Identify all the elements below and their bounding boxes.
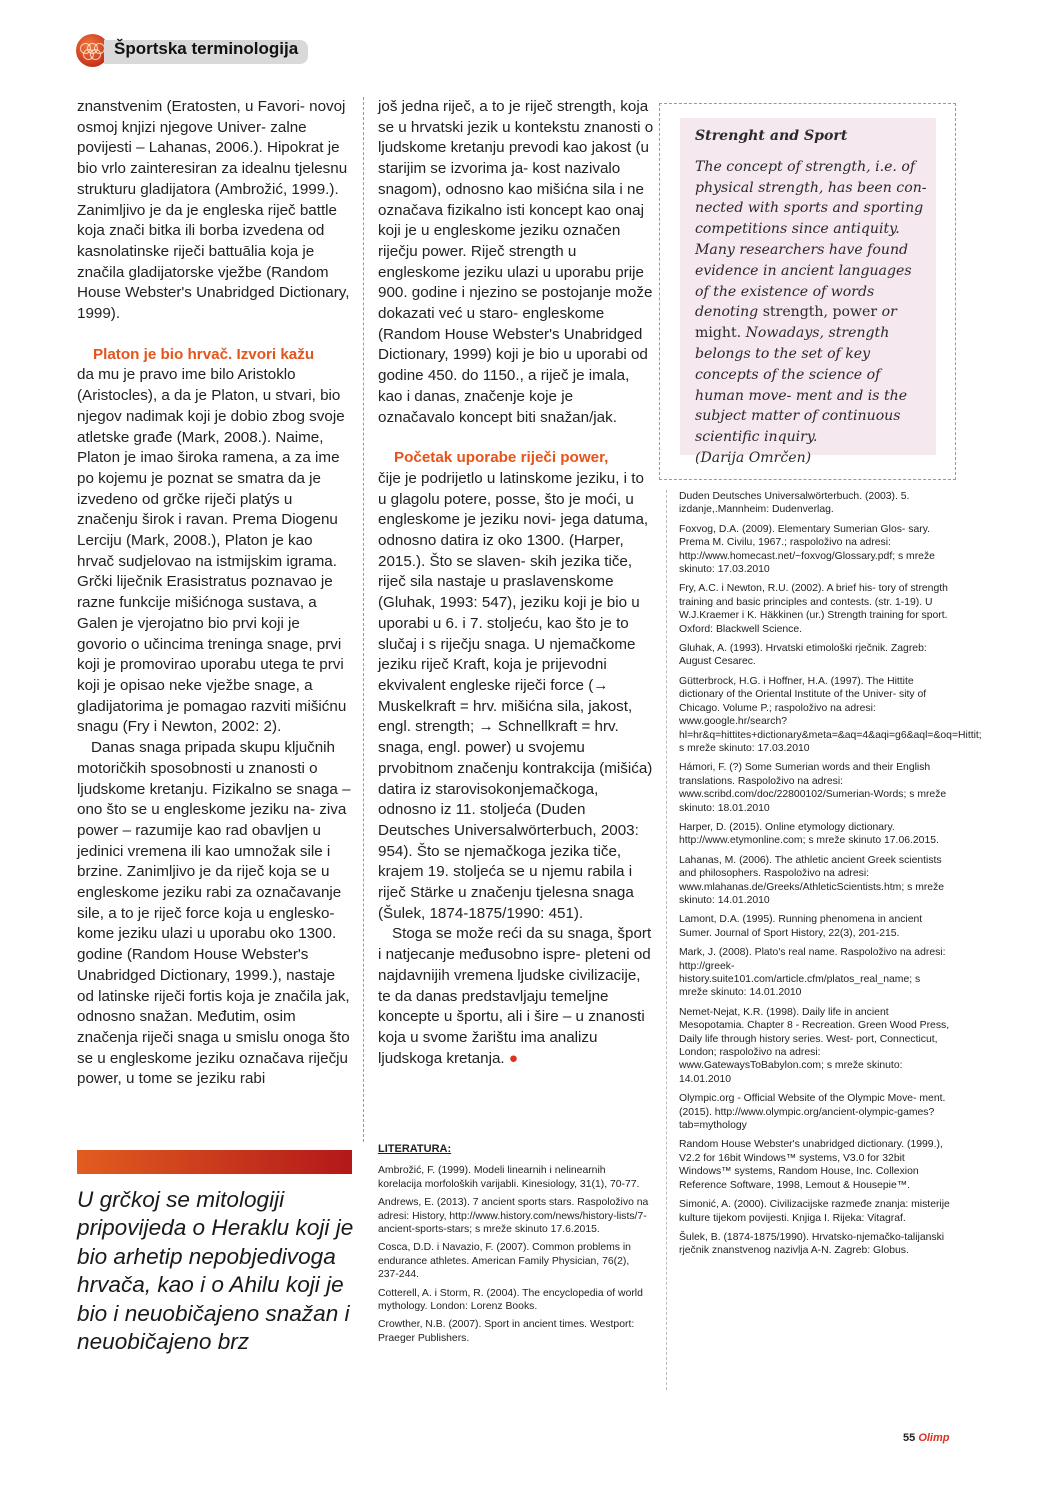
section-header <box>76 34 308 66</box>
references-list <box>679 490 982 1264</box>
paragraph-text: Stoga se može reći da su snaga, šport i natjecanje međusobno ispre- pleteni od najdavnijih vremena ljudske civilizacije, te da danas predstavljaju temeljne koncepte u športu, ali i šire – u znanosti koja u svome žarištu ima analizu ljudskoga kretanja. <box>378 925 652 1067</box>
paragraph: znanstvenim (Eratosten, u Favori- novoj osmoj knjizi njegove Univer- zalne povijesti – Lahanas, 2006.). Hipokrat je bio vrlo zainteresiran za idealnu tjelesnu strukturu gladijatora (Ambrožić, 1999.). Zanimljivo je da je engleska riječ battle koja znači bitka ili borba izvedena od kasnolatinske riječi battuālia koja je značila gladijatorske vježbe (Random House Webster's Unabridged Dictionary, 1999). <box>77 98 350 323</box>
reference-item: Duden Deutsches Universalwörterbuch. (2003). 5. izdanje,.Mannheim: Dudenverlag. <box>679 491 910 516</box>
reference-item: Foxvog, D.A. (2009). Elementary Sumerian Glos- sary. Prema M. Civilu, 1967.; raspoloživo na adresi: http://www.homecast.net/~foxvog/Glossary.pdf; s mreže skinuto: 17.03.2010 <box>679 523 935 576</box>
column-divider <box>666 490 667 1390</box>
literature-heading: LITERATURA: <box>378 1143 452 1155</box>
pullquote: U grčkoj se mitologiji pripovijeda o Heraklu koji je bio arhetip nepobjedivoga hrvača, kao i o Ahilu koji je bio i neuobičajeno snažan i neuobičajeno brz <box>77 1187 354 1355</box>
subheading: Platon je bio hrvač. Izvori kažu <box>93 345 315 363</box>
article-column-2 <box>378 97 654 1069</box>
sidebar-box <box>680 118 936 466</box>
sidebar-text <box>695 157 927 448</box>
article-column-1 <box>77 97 351 1090</box>
reference-item: Harper, D. (2015). Online etymology dictionary. http://www.etymonline.com; s mreže skinuto 17.06.2015. <box>679 821 939 847</box>
reference-item: Andrews, E. (2013). 7 ancient sports stars. Raspoloživo na adresi: History, http://www.history.com/news/history-lists/7-ancient-sports-stars; s mreže skinuto 17.6.2015. <box>378 1197 649 1236</box>
reference-item: Crowther, N.B. (2007). Sport in ancient times. Westport: Praeger Publishers. <box>378 1319 635 1344</box>
sidebar-title: Strenght and Sport <box>695 128 848 144</box>
reference-item: Cotterell, A. i Storm, R. (2004). The encyclopedia of world mythology. London: Lorenz Books. <box>378 1287 643 1313</box>
subheading: Početak uporabe riječi power, <box>394 449 609 467</box>
paragraph: još jedna riječ, a to je riječ strength, koja se u hrvatski jezik u kontekstu znanosti o ljudskome kretanju prevodi kao jakost (u starijim se izvorima ja- kost nazivalo snagom), odnosno kao mišićna sila i ne označava fizikalno isti koncept kao onaj koji je u engleskome jeziku označen riječju power. Riječ strength u engleskome jeziku ulazi u uporabu prije 900. godine i njezino se postojanje može dokazati već u staro- engleskome (Random House Webster's Unabridged Dictionary, 1999) koji je bio u uporabi od godine 450. do 1150., a riječ je imala, kao i danas, značenje koje je označavalo koncept biti snažan/jak. <box>378 98 654 426</box>
reference-item: Ambrožić, F. (1999). Modeli linearnih i nelinearnih korelacija morfoloških varijabli. Kinesiology, 31(1), 70-77. <box>378 1165 640 1190</box>
reference-item: Šulek, B. (1874-1875/1990). Hrvatsko-njemačko-talijanski rječnik znanstvenog nazivlja A-N. Zagreb: Globus. <box>679 1231 945 1257</box>
sidebar-content <box>695 126 927 469</box>
reference-item: Cosca, D.D. i Navazio, F. (2007). Common problems in endurance athletes. American Family Physician, 76(2), 237-244. <box>378 1242 631 1281</box>
paragraph <box>378 924 654 1069</box>
reference-item: Lahanas, M. (2006). The athletic ancient Greek scientists and philosophers. Raspoloživo na adresi: www.mlahanas.de/Greeks/AthleticScientists.htm; s mreže skinuto: 14.01.2010 <box>679 854 945 906</box>
page-number: 55 <box>903 1432 916 1444</box>
sidebar-text-part: The concept of strength, i.e. of physical strength, has been con- nected with sports and sporting competitions since antiquity. Many researchers have found evidence in ancient languages of the existence of words denoting <box>695 158 927 321</box>
reference-item: Random House Webster's unabridged dictionary. (1999.), V2.2 for 16bit Windows™ systems, V3.0 for 32bit Windows™ systems, Random House, Inc. Collexion Reference Software, 1998, Lemout & Housepie™. <box>679 1139 943 1191</box>
section-title: Športska terminologija <box>114 39 299 58</box>
sidebar-text-part: or <box>877 304 897 321</box>
literature-list <box>378 1143 650 1350</box>
reference-item: Olympic.org - Official Website of the Olympic Move- ment. (2015). http://www.olympic.org/ancient-olympic-games?tab=mythology <box>679 1093 946 1132</box>
paragraph: da mu je pravo ime bilo Aristoklo (Aristocles), a da je Platon, u stvari, bio njegov nadimak koji je dobio zbog svoje atletske građe (Mark, 2008.). Naime, Platon je imao široka ramena, a za ime po kojemu je poznat se smatra da je izvedeno od grčke riječi platýs u značenju širok i ravan. Prema Diogenu Lerciju (Mark, 2008.), Platon je kao hrvač sudjelovao na istmijskim igrama. Grčki liječnik Erasistratus poznavao je razne funkcije mišićnoga sustava, a Galen je vjerojatno bio prvi koji je govorio o učincima treninga snage, prvi koji je promovirao uporabu utega te prvi koji je opisao neke vježbe snage, a gladijatorima je pomagao razviti mišićnu snagu (Fry i Newton, 2002: 2). <box>77 366 347 736</box>
sidebar-text-part: might. <box>695 325 742 342</box>
reference-item: Simonić, A. (2000). Civilizacijske razmeđe znanja: misterije kulture tijekom povijesti. Knjiga I. Rijeka: Vitagraf. <box>679 1199 950 1224</box>
reference-item: Gluhak, A. (1993). Hrvatski etimološki rječnik. Zagreb: August Cesarec. <box>679 643 927 668</box>
magazine-brand: Olimp <box>918 1432 950 1444</box>
sidebar-author: (Darija Omrčen) <box>695 449 812 466</box>
column-divider <box>363 97 364 1142</box>
paragraph: čije je podrijetlo u latinskome jeziku, i to u glagolu potere, posse, što je moći, u engleskome je jeziku novi- jega datuma, odnosno datira iz oko 1300. (Harper, 2015.). Što se slaven- skih jezika tiče, riječ sila nastaje u praslavenskome (Gluhak, 1993: 547), jeziku koji je bio u uporabi u 6. i 7. stoljeću, kao što je to slučaj i s riječju snaga. U njemačkome jeziku riječ Kraft, koja je prijevodni ekvivalent engleske riječi force (→ Muskelkraft = hrv. mišićna sila, jakost, engl. strength; → Schnellkraft = hrv. snaga, engl. power) u svojemu prvobitnom značenju kontrakcija (mišića) datira iz starovisokonjemačkoga, odnosno iz 11. stoljeća (Duden Deutsches Universalwörterbuch, 2003: 954). Što se njemačkoga jezika tiče, krajem 19. stoljeća se u njemu rabila i riječ Stärke u značenju tjelesna snaga (Šulek, 1874-1875/1990: 451). <box>378 469 653 922</box>
sidebar-text-part: Nowadays, strength belongs to the set of key concepts of the science of human move- ment and is the subject matter of continuous scientific inquiry. <box>695 325 908 446</box>
reference-item: Hámori, F. (?) Some Sumerian words and their English translations. Raspoloživo na adresi: www.scribd.com/doc/22800102/Sumerian-Words; s mreže skinuto: 18.01.2010 <box>679 762 947 814</box>
end-mark-icon: ● <box>508 1049 519 1067</box>
reference-item: Lamont, D.A. (1995). Running phenomena in ancient Sumer. Journal of Sport History, 22(3), 201-215. <box>679 914 923 939</box>
page-footer <box>903 1432 949 1444</box>
reference-item: Mark, J. (2008). Plato's real name. Raspoloživo na adresi: http://greek-history.suite101.com/article.cfm/platos_real_name; s mreže skinuto: 14.01.2010 <box>679 947 946 999</box>
sidebar-text-part: strength, power <box>762 304 878 321</box>
pullquote-bar <box>77 1150 352 1174</box>
reference-item: Gütterbrock, H.G. i Hoffner, H.A. (1997). The Hittite dictionary of the Oriental Institute of the Univer- sity of Chicago. Volume P.; raspoloživo na adresi: www.google.hr/search?hl=hr&q=hittites+dictionary&meta=&aq=4&aqi=g6&aql=&oq=Hittit; s mreže skinuto: 17.03.2010 <box>679 675 982 754</box>
reference-item: Nemet-Nejat, K.R. (1998). Daily life in ancient Mesopotamia. Chapter 8 - Recreation. Green Wood Press, Daily life through history series. West- port, Connecticut, London; raspoloživo na adresi: www.GatewaysToBabylon.com; s mreže skinuto: 14.01.2010 <box>679 1006 950 1085</box>
paragraph: Danas snaga pripada skupu ključnih motoričkih sposobnosti u znanosti o ljudskome kretanju. Fizikalno se snaga – ono što se u engleskome jeziku na- ziva power – razumije kao rad obavljen u jedinici vremena ili kao umnožak sile i brzine. Zanimljivo je da riječ koja se u engleskome jeziku rabi za označavanje sile, a to je riječ force koja u englesko- kome jeziku ulazi u uporabu oko 1300. godine (Random House Webster's Unabridged Dictionary, 1999.), nastaje od latinske riječi fortis koja je značila jak, odnosno snažan. Međutim, osim značenja riječi snaga u smislu onoga što se u engleskome jeziku označava riječju power, u tome se jeziku rabi <box>77 739 351 1088</box>
reference-item: Fry, A.C. i Newton, R.U. (2002). A brief his- tory of strength training and basic principles and contests. (str. 1-19). U W.J.Kraemer i K. Häkkinen (ur.) Strength training for sport. Oxford: Blackwell Science. <box>679 583 948 635</box>
